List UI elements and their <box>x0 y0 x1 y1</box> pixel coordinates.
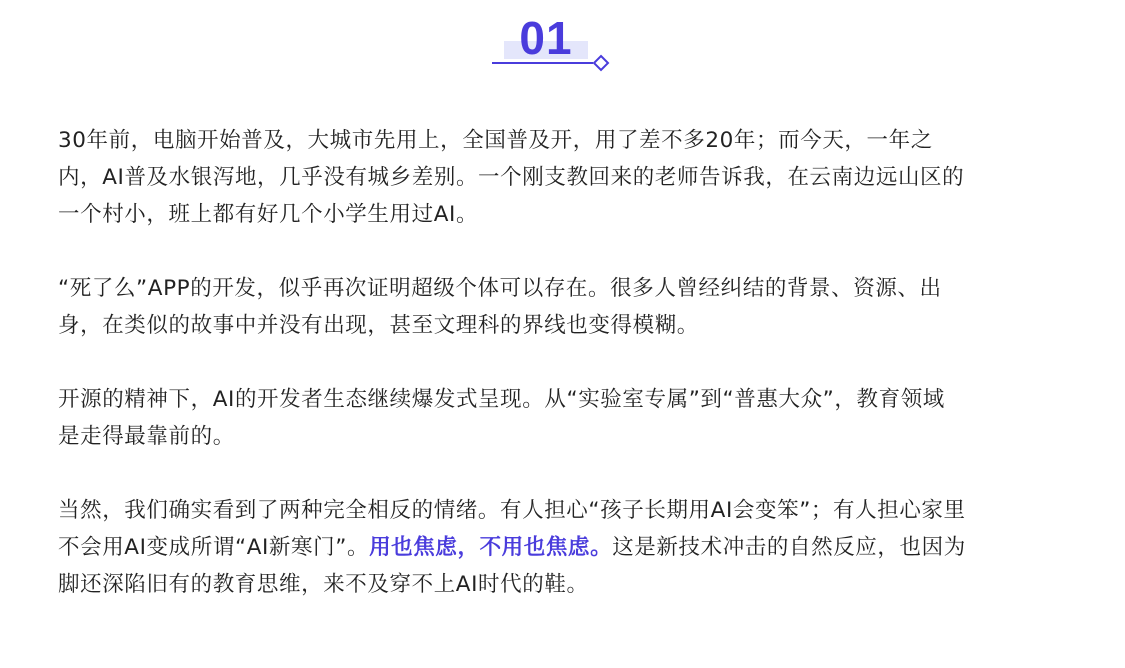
paragraph-2 <box>58 270 1058 344</box>
diamond-icon <box>594 56 608 70</box>
paragraph-4-line-3: 脚还深陷旧有的教育思维，来不及穿不上AI时代的鞋。 <box>58 572 589 597</box>
paragraph-1-line-3: 一个村小，班上都有好几个小学生用过AI。 <box>58 202 479 227</box>
paragraph-4-line-2 <box>58 529 1058 566</box>
section-underline-decoration <box>0 0 1125 80</box>
paragraph-4-line-2-end: 这是新技术冲击的自然反应，也因为 <box>612 535 966 560</box>
paragraph-4-line-1: 当然，我们确实看到了两种完全相反的情绪。有人担心“孩子长期用AI会变笨”；有人担心家里 <box>58 498 966 523</box>
section-number: 01 <box>519 12 573 64</box>
paragraph-3 <box>58 381 1058 455</box>
paragraph-4 <box>58 492 1058 603</box>
section-header <box>0 0 1125 80</box>
article-body <box>58 122 1058 640</box>
paragraph-1-line-1: 30年前，电脑开始普及，大城市先用上，全国普及开，用了差不多20年；而今天，一年之 <box>58 128 933 153</box>
paragraph-3-line-1: 开源的精神下，AI的开发者生态继续爆发式呈现。从“实验室专属”到“普惠大众”，教育领域 <box>58 387 945 412</box>
paragraph-1 <box>58 122 1058 233</box>
paragraph-2-line-1: “死了么”APP的开发，似乎再次证明超级个体可以存在。很多人曾经纠结的背景、资源、出 <box>58 276 942 301</box>
paragraph-2-line-2: 身，在类似的故事中并没有出现，甚至文理科的界线也变得模糊。 <box>58 313 699 338</box>
paragraph-1-line-2: 内，AI普及水银泻地，几乎没有城乡差别。一个刚支教回来的老师告诉我，在云南边远山区的 <box>58 165 965 190</box>
paragraph-4-line-2-start: 不会用AI变成所谓“AI新寒门”。 <box>58 535 370 560</box>
paragraph-3-line-2: 是走得最靠前的。 <box>58 424 235 449</box>
highlighted-phrase: 用也焦虑，不用也焦虑。 <box>369 535 613 560</box>
